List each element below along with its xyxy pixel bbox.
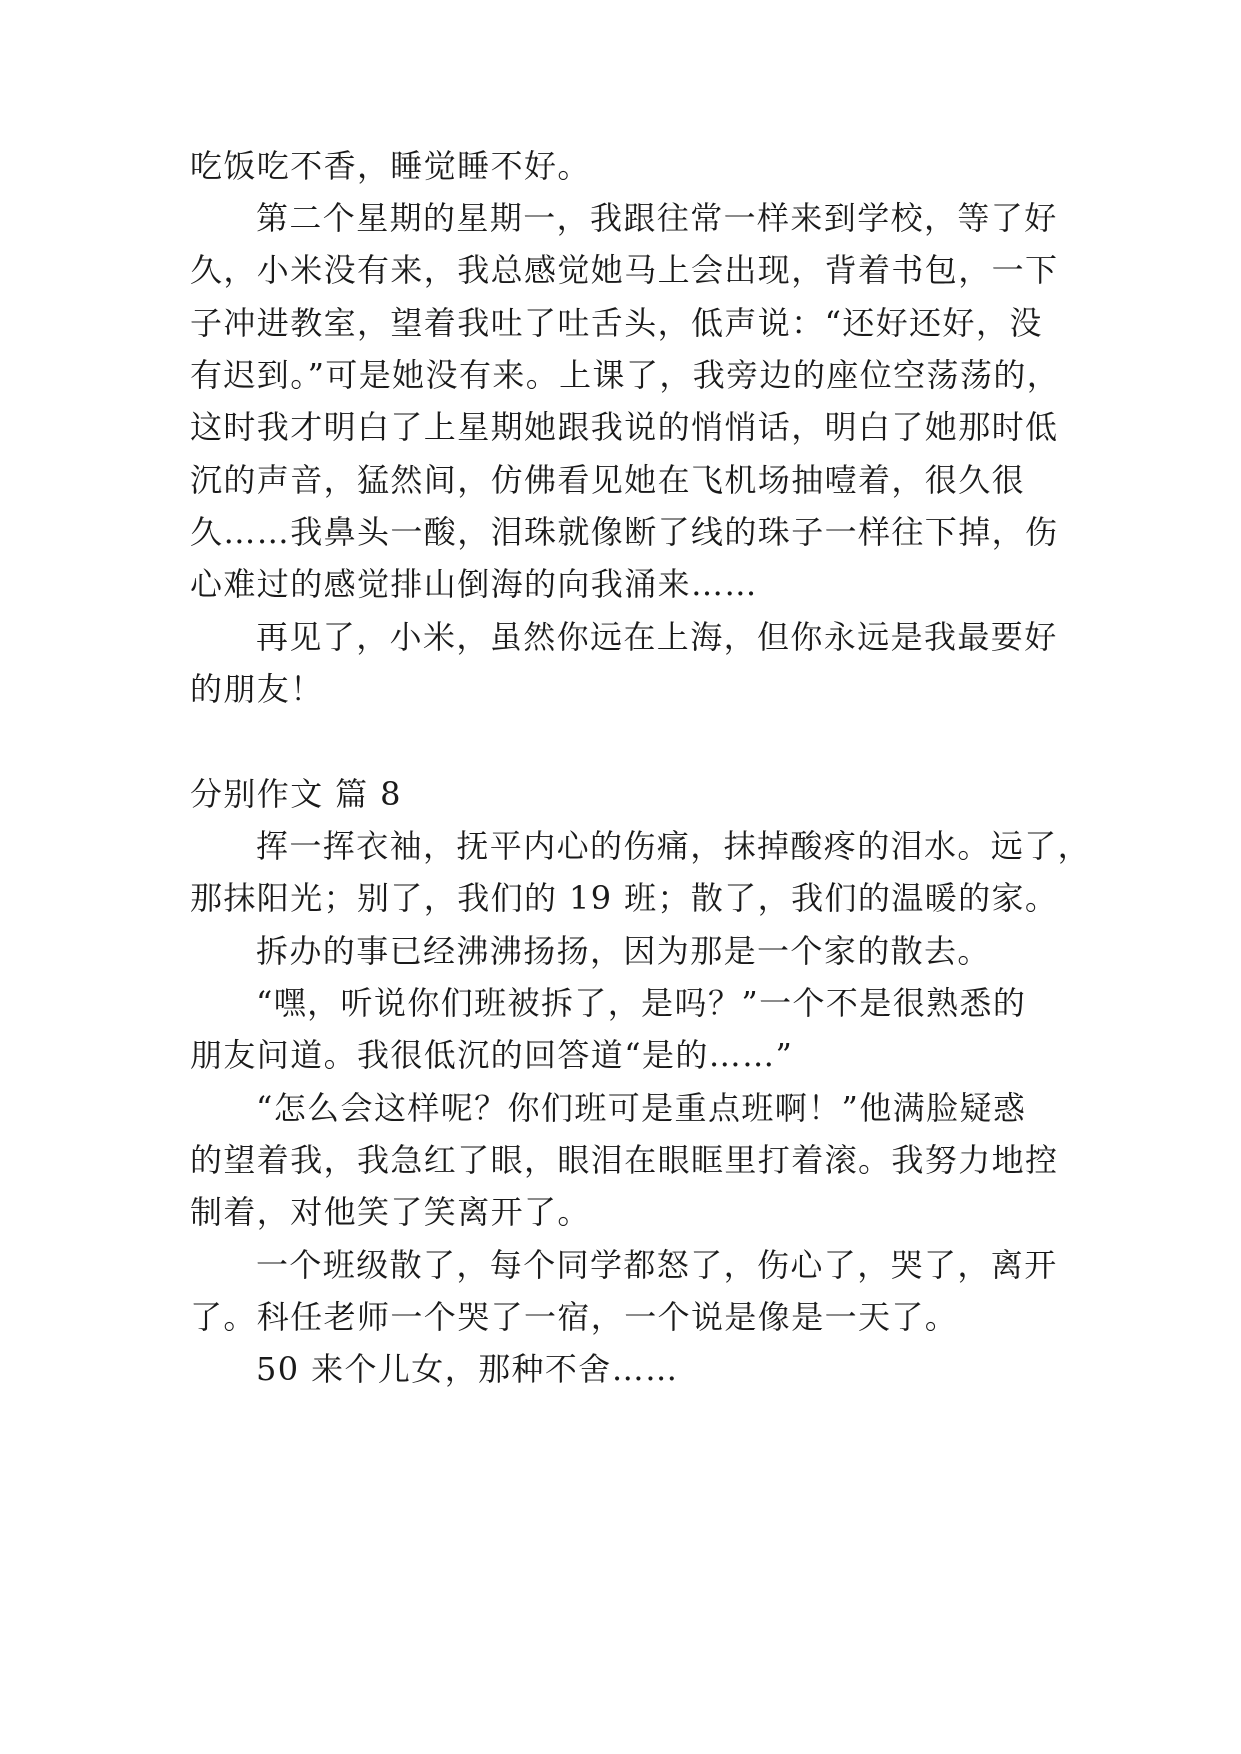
paragraph-line: 这时我才明白了上星期她跟我说的悄悄话，明白了她那时低 (190, 408, 1059, 446)
paragraph-line: 吃饭吃不香，睡觉睡不好。 (190, 147, 591, 185)
paragraph-line: 制着，对他笑了笑离开了。 (190, 1193, 591, 1231)
paragraph-line: 心难过的感觉排山倒海的向我涌来…… (190, 565, 758, 603)
paragraph-line: 的望着我，我急红了眼，眼泪在眼眶里打着滚。我努力地控 (190, 1141, 1059, 1179)
paragraph-line: 了。科任老师一个哭了一宿，一个说是像是一天了。 (190, 1298, 959, 1336)
paragraph-line: 第二个星期的星期一，我跟往常一样来到学校，等了好 (256, 199, 1058, 237)
paragraph-line: 子冲进教室，望着我吐了吐舌头，低声说：“还好还好，没 (190, 304, 1043, 342)
paragraph-line: 一个班级散了，每个同学都怒了，伤心了，哭了，离开 (256, 1246, 1058, 1284)
paragraph-line: 那抹阳光；别了，我们的 19 班；散了，我们的温暖的家。 (190, 879, 1059, 917)
paragraph-line: 50 来个儿女，那种不舍…… (256, 1350, 679, 1388)
paragraph-line: 久……我鼻头一酸，泪珠就像断了线的珠子一样往下掉，伤 (190, 513, 1059, 551)
paragraph-line: “怎么会这样呢？你们班可是重点班啊！”他满脸疑惑 (256, 1089, 1027, 1127)
paragraph-line: 的朋友！ (190, 670, 324, 708)
paragraph-line: 有迟到。”可是她没有来。上课了，我旁边的座位空荡荡的， (190, 356, 1061, 394)
paragraph-line: 朋友问道。我很低沉的回答道“是的……” (190, 1036, 794, 1074)
paragraph-line: 拆办的事已经沸沸扬扬，因为那是一个家的散去。 (256, 932, 991, 970)
section-heading: 分别作文 篇 8 (190, 775, 402, 813)
paragraph-line: 挥一挥衣袖，抚平内心的伤痛，抹掉酸疼的泪水。远了， (256, 827, 1092, 865)
paragraph-line: 沉的声音，猛然间，仿佛看见她在飞机场抽噎着，很久很 (190, 461, 1026, 499)
paragraph-line: 久，小米没有来，我总感觉她马上会出现，背着书包，一下 (190, 251, 1059, 289)
paragraph-line: “嘿，听说你们班被拆了，是吗？”一个不是很熟悉的 (256, 984, 1027, 1022)
paragraph-line: 再见了，小米，虽然你远在上海，但你永远是我最要好 (256, 618, 1058, 656)
